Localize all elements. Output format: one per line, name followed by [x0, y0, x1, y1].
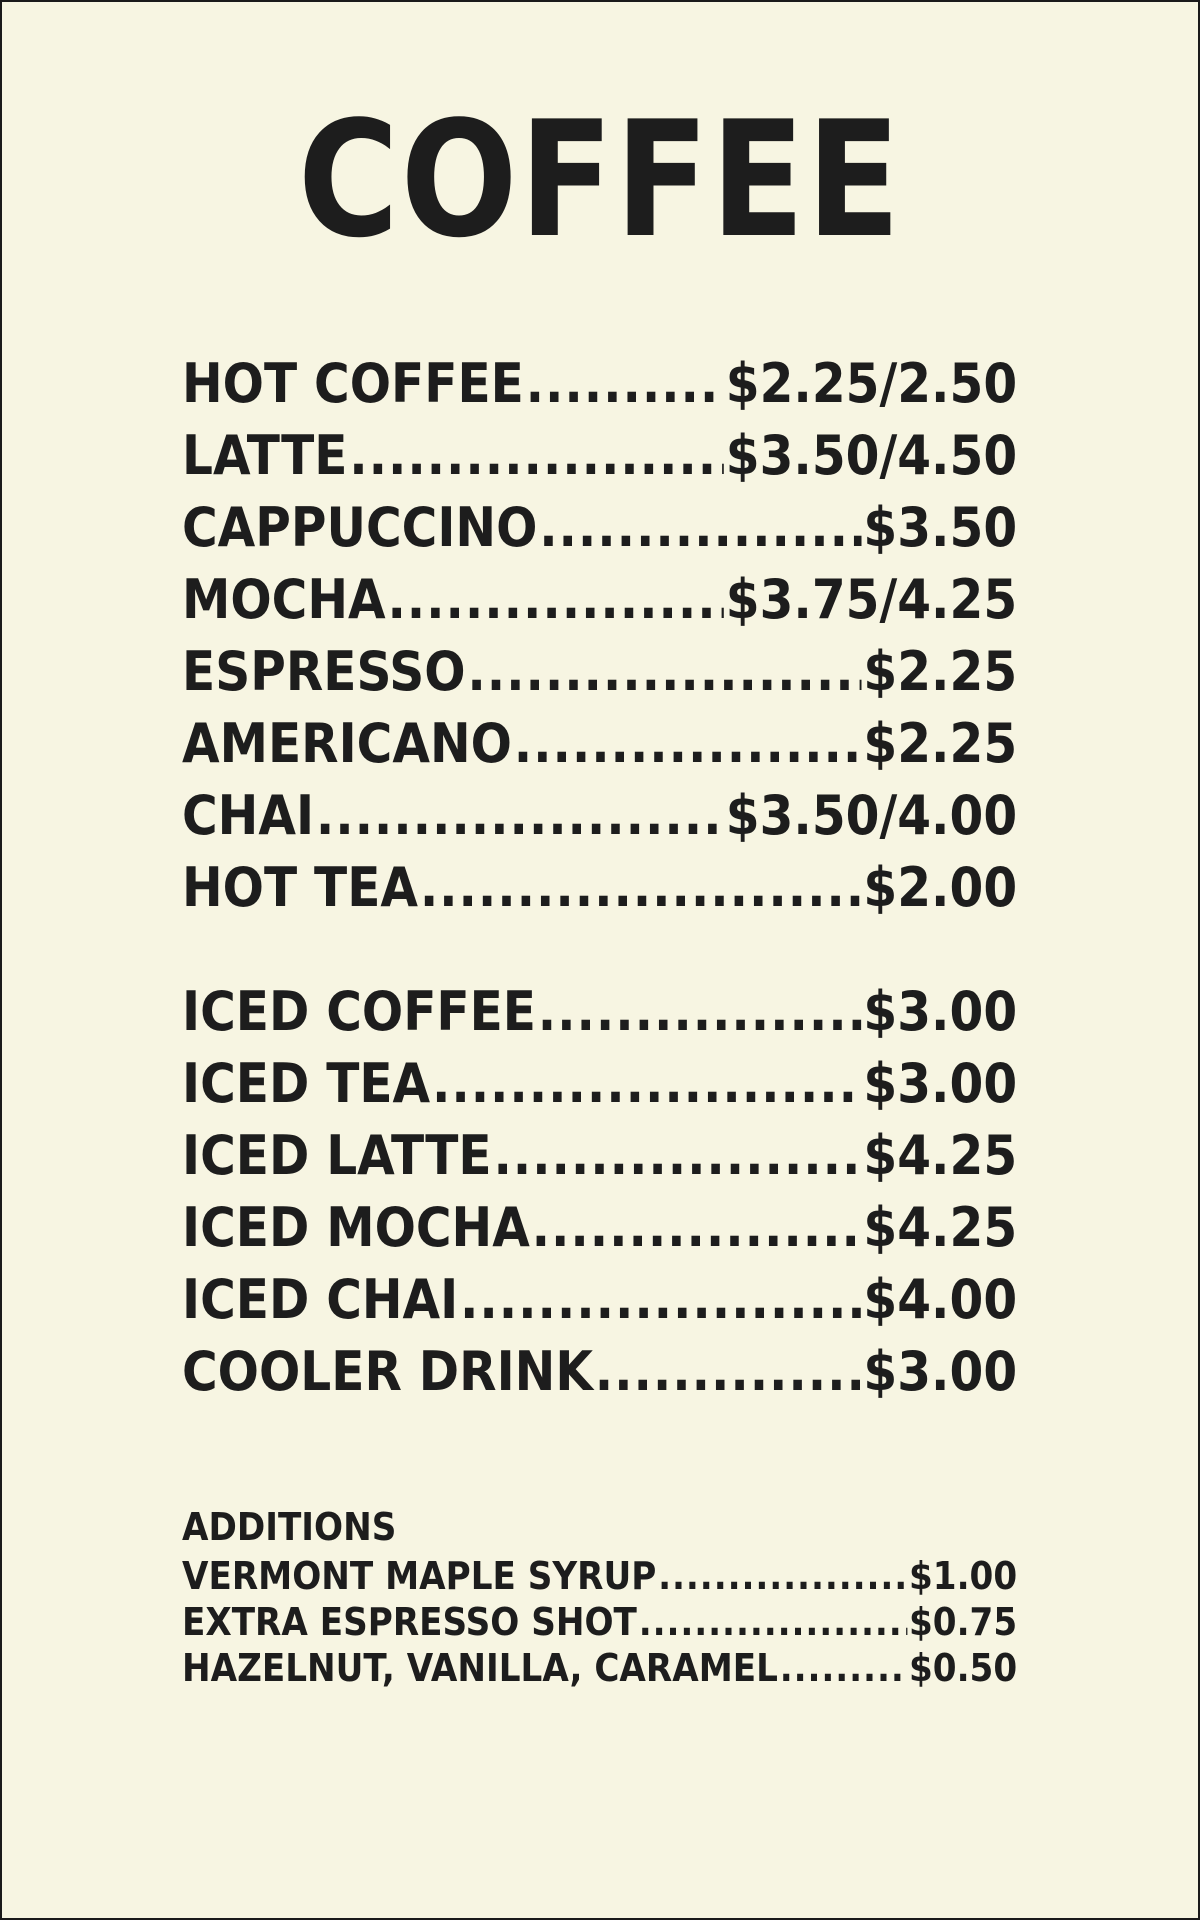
menu-title: COFFEE	[297, 86, 903, 273]
item-price: $2.25/2.50	[725, 352, 1018, 415]
dot-leader	[532, 1192, 862, 1264]
item-name: HAZELNUT, VANILLA, CARAMEL	[182, 1646, 778, 1690]
item-name: HOT COFFEE	[182, 352, 524, 415]
dot-leader	[432, 1048, 862, 1120]
item-name: ICED CHAI	[182, 1268, 459, 1331]
item-price: $2.00	[863, 856, 1018, 919]
additions-list	[182, 1507, 1018, 1691]
menu-item	[182, 852, 1017, 924]
item-name: VERMONT MAPLE SYRUP	[182, 1554, 657, 1598]
additions-heading: ADDITIONS	[182, 1505, 397, 1549]
item-name: ICED TEA	[182, 1052, 431, 1115]
item-price: $0.75	[908, 1600, 1018, 1644]
item-name: ICED COFFEE	[182, 980, 536, 1043]
item-name: HOT TEA	[182, 856, 419, 919]
item-price: $3.75/4.25	[725, 568, 1018, 631]
dot-leader	[493, 1120, 861, 1192]
hot-drinks-list	[182, 348, 1018, 924]
menu-item	[182, 976, 1017, 1048]
item-name: ESPRESSO	[182, 640, 466, 703]
item-price: $4.00	[863, 1268, 1018, 1331]
menu-item	[182, 1336, 1017, 1408]
item-price: $0.50	[908, 1646, 1018, 1690]
item-price: $2.25	[863, 712, 1018, 775]
dot-leader	[420, 852, 862, 924]
dot-leader	[539, 492, 861, 564]
dot-leader	[467, 636, 861, 708]
menu-item	[182, 780, 1017, 852]
item-name: MOCHA	[182, 568, 386, 631]
item-name: COOLER DRINK	[182, 1340, 593, 1403]
item-price: $3.00	[863, 1340, 1018, 1403]
menu-item	[182, 420, 1017, 492]
item-price: $3.00	[863, 1052, 1018, 1115]
addition-item	[182, 1553, 1017, 1599]
iced-drinks-list	[182, 976, 1018, 1408]
item-price: $3.50/4.00	[725, 784, 1018, 847]
item-name: ICED LATTE	[182, 1124, 492, 1187]
item-price: $2.25	[863, 640, 1018, 703]
item-price: $3.50	[863, 496, 1018, 559]
item-price: $4.25	[863, 1124, 1018, 1187]
item-name: AMERICANO	[182, 712, 512, 775]
dot-leader	[526, 348, 724, 420]
menu-item	[182, 348, 1017, 420]
item-name: CHAI	[182, 784, 315, 847]
item-price: $3.50/4.50	[725, 424, 1018, 487]
dot-leader	[349, 420, 724, 492]
item-price: $1.00	[908, 1554, 1018, 1598]
item-name: LATTE	[182, 424, 348, 487]
dot-leader	[595, 1336, 862, 1408]
dot-leader	[460, 1264, 862, 1336]
item-price: $4.25	[863, 1196, 1018, 1259]
menu-item	[182, 1120, 1017, 1192]
item-price: $3.00	[863, 980, 1018, 1043]
item-name: ICED MOCHA	[182, 1196, 530, 1259]
menu-item	[182, 1048, 1017, 1120]
addition-item	[182, 1645, 1017, 1691]
dot-leader	[387, 564, 724, 636]
menu-item	[182, 708, 1017, 780]
dot-leader	[658, 1553, 907, 1599]
item-name: CAPPUCCINO	[182, 496, 538, 559]
dot-leader	[514, 708, 862, 780]
dot-leader	[639, 1599, 907, 1645]
dot-leader	[780, 1645, 907, 1691]
menu-item	[182, 1192, 1017, 1264]
dot-leader	[316, 780, 724, 852]
item-name: EXTRA ESPRESSO SHOT	[182, 1600, 637, 1644]
menu-item	[182, 564, 1017, 636]
addition-item	[182, 1599, 1017, 1645]
menu-item	[182, 636, 1017, 708]
menu-item	[182, 492, 1017, 564]
dot-leader	[538, 976, 862, 1048]
menu-item	[182, 1264, 1017, 1336]
